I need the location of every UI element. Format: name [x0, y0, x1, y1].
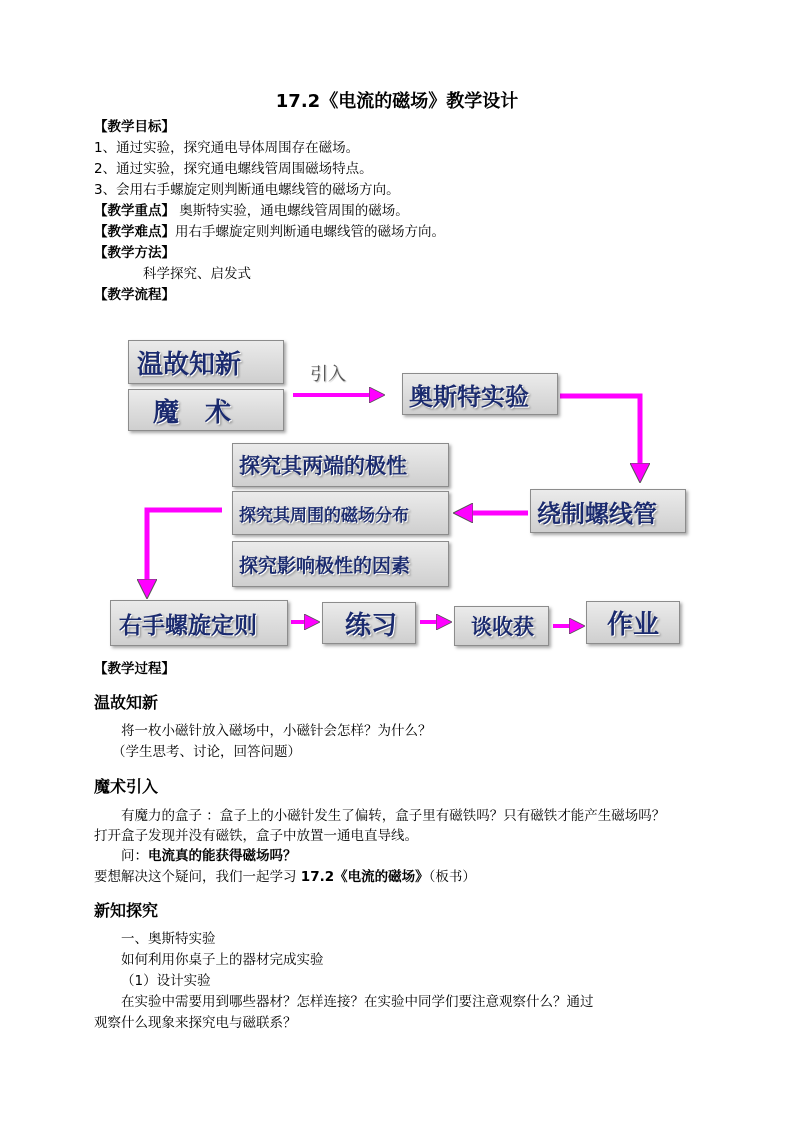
section-magic-p2: 打开盒子发现并没有磁铁，盒子中放置一通电直导线。	[94, 828, 418, 844]
box-explore-poles	[232, 443, 449, 487]
arrow-explore-to-right-hand	[147, 510, 222, 590]
box-practice-label: 练习	[345, 610, 398, 641]
section-magic-p3-b: 17.2《电流的磁场》	[300, 869, 429, 885]
question-text: 电流真的能获得磁场吗？	[148, 848, 297, 864]
box-oersted	[402, 373, 558, 415]
method-text: 科学探究、启发式	[143, 266, 251, 282]
difficulty-text: 用右手螺旋定则判断通电螺线管的磁场方向。	[175, 224, 445, 240]
objective-item: 3、会用右手螺旋定则判断通电螺线管的磁场方向。	[94, 182, 400, 198]
box-winding-label: 绕制螺线管	[537, 499, 657, 528]
box-homework	[586, 601, 680, 644]
process-heading: 【教学过程】	[94, 661, 175, 677]
objectives-heading: 【教学目标】	[94, 119, 175, 135]
difficulty-label: 【教学难点】	[94, 224, 175, 240]
section-magic-question	[121, 846, 297, 867]
key-point-row	[94, 201, 409, 221]
page-title: 17.2《电流的磁场》教学设计	[275, 91, 519, 112]
flow-heading: 【教学流程】	[94, 287, 175, 303]
box-explore-factors	[232, 541, 449, 587]
section-explore-p5: 观察什么现象来探究电与磁联系？	[94, 1015, 297, 1031]
section-magic-p3	[94, 867, 476, 888]
box-explore-poles-label: 探究其两端的极性	[239, 454, 407, 478]
section-explore-p1: 一、奥斯特实验	[121, 931, 216, 947]
section-magic-p3-c: （板书）	[428, 869, 476, 885]
section-review-p1: 将一枚小磁针放入磁场中，小磁针会怎样？为什么？	[121, 723, 432, 739]
box-practice	[322, 602, 416, 644]
section-explore-p2: 如何利用你桌子上的器材完成实验	[121, 952, 324, 968]
key-point-text: 奥斯特实验，通电螺线管周围的磁场。	[175, 203, 409, 219]
box-oersted-label: 奥斯特实验	[409, 382, 529, 411]
section-review-heading: 温故知新	[94, 693, 159, 712]
box-homework-label: 作业	[607, 610, 660, 640]
box-harvest-label: 谈收获	[471, 615, 534, 639]
section-magic-heading: 魔术引入	[94, 777, 159, 796]
box-right-hand-label: 右手螺旋定则	[119, 612, 257, 639]
key-point-label: 【教学重点】	[94, 203, 175, 219]
box-explore-field	[232, 491, 449, 535]
box-explore-factors-label: 探究影响极性的因素	[239, 554, 411, 577]
box-review	[128, 340, 284, 384]
box-magic-label: 魔 术	[153, 397, 232, 428]
section-magic-p3-a: 要想解决这个疑问，我们一起学习	[94, 869, 301, 885]
intro-label: 引入	[310, 364, 346, 385]
box-harvest	[454, 606, 549, 646]
difficulty-row	[94, 222, 445, 242]
objective-item: 2、通过实验，探究通电螺线管周围磁场特点。	[94, 161, 373, 177]
section-explore-heading: 新知探究	[94, 901, 159, 920]
section-magic-p1: 有魔力的盒子 ：盒子上的小磁针发生了偏转，盒子里有磁铁吗？只有磁铁才能产生磁场吗？	[121, 808, 666, 824]
section-explore-p3: （1）设计实验	[121, 973, 211, 989]
arrow-oersted-to-winding	[560, 396, 640, 474]
box-right-hand	[110, 600, 288, 646]
section-explore-p4: 在实验中需要用到哪些器材？怎样连接？在实验中同学们要注意观察什么？通过	[121, 994, 594, 1010]
method-heading: 【教学方法】	[94, 245, 175, 261]
objective-item: 1、通过实验，探究通电导体周围存在磁场。	[94, 140, 360, 156]
box-review-label: 温故知新	[137, 349, 242, 380]
question-label: 问：	[121, 848, 148, 864]
box-magic	[128, 389, 284, 431]
section-review-p2: （学生思考、讨论，回答问题）	[112, 744, 301, 760]
box-explore-field-label: 探究其周围的磁场分布	[239, 505, 409, 526]
box-winding	[530, 489, 686, 533]
